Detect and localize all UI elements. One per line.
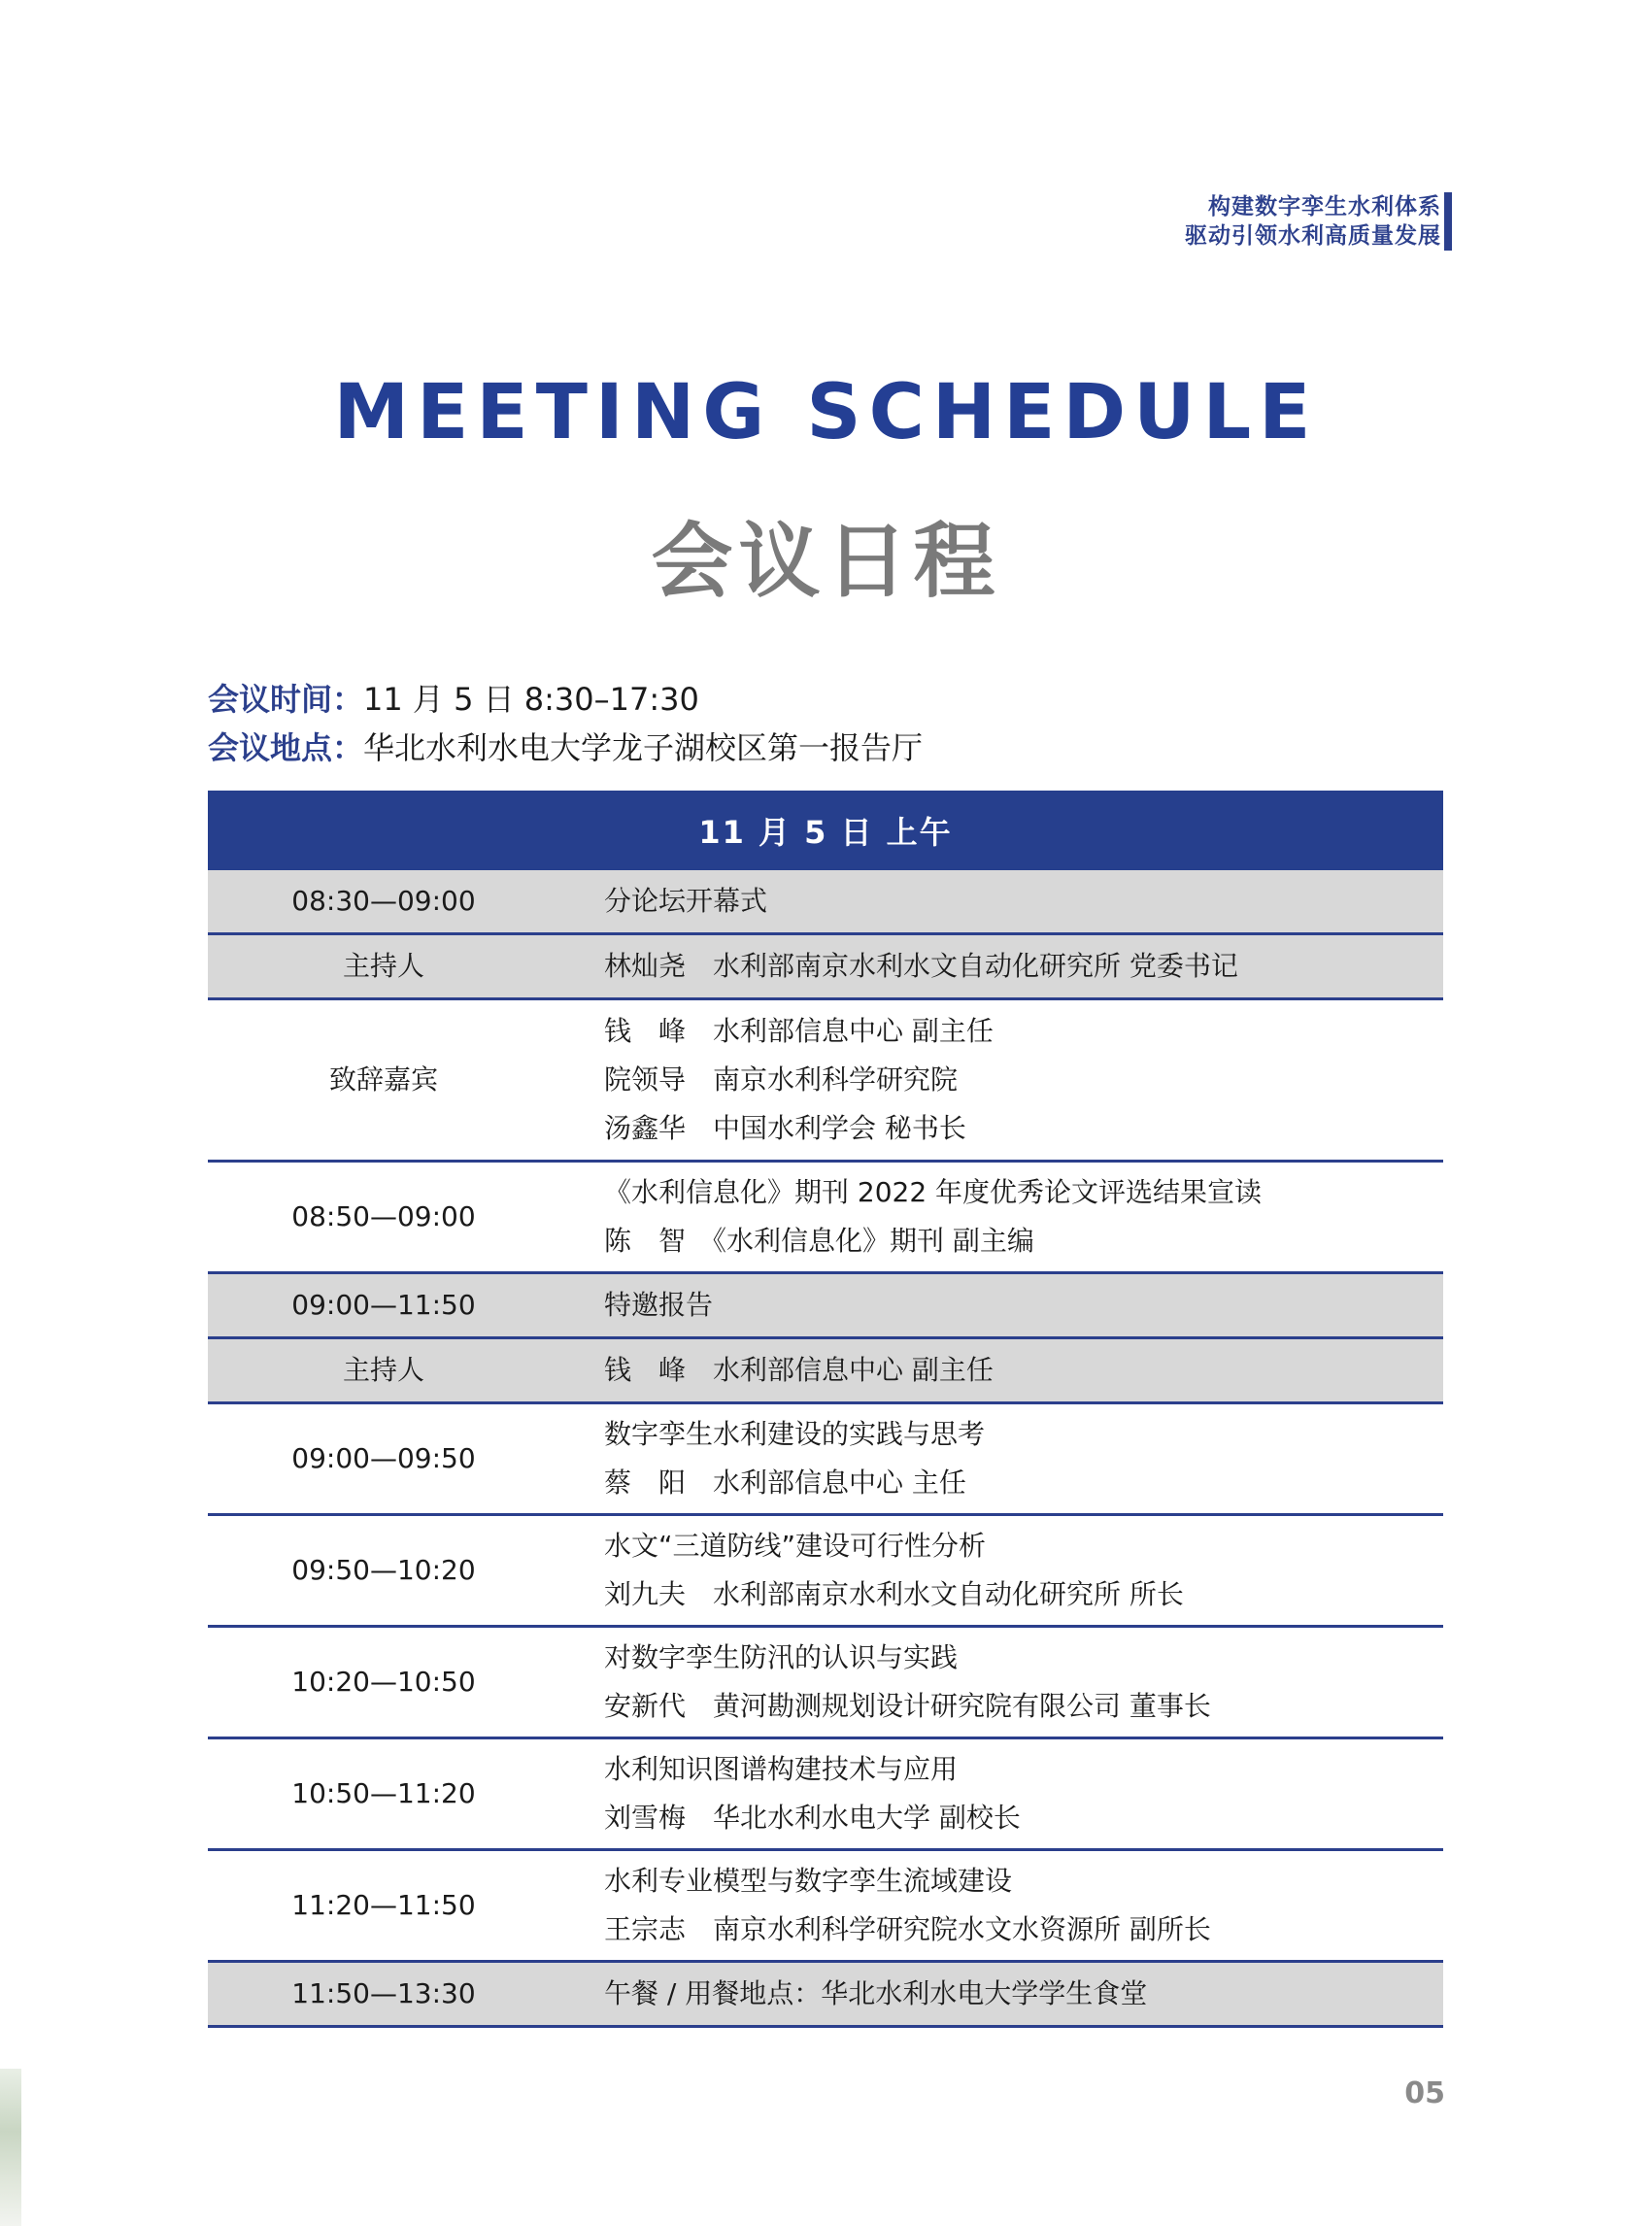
schedule-time: 致辞嘉宾	[208, 999, 559, 1162]
schedule-row	[208, 1273, 1443, 1338]
page-title-chinese: 会议日程	[651, 514, 1001, 609]
schedule-line: 院领导 南京水利科学研究院	[604, 1063, 959, 1096]
schedule-row	[208, 1962, 1443, 2027]
schedule-content	[559, 1962, 1443, 2027]
schedule-time: 主持人	[208, 1338, 559, 1403]
meeting-time	[208, 678, 699, 721]
schedule-line: 《水利信息化》期刊 2022 年度优秀论文评选结果宣读	[604, 1176, 1263, 1208]
schedule-line: 分论坛开幕式	[604, 885, 768, 917]
schedule-row	[208, 1162, 1443, 1273]
schedule-content	[559, 870, 1443, 934]
schedule-time: 10:50—11:20	[208, 1738, 559, 1850]
schedule-day-header: 11 月 5 日 上午	[208, 791, 1443, 870]
schedule-content	[559, 1338, 1443, 1403]
page-title-english: MEETING SCHEDULE	[333, 369, 1319, 456]
schedule-row	[208, 1850, 1443, 1962]
schedule-time: 11:50—13:30	[208, 1962, 559, 2027]
schedule-line: 刘雪梅 华北水利水电大学 副校长	[604, 1802, 1021, 1834]
schedule-row	[208, 870, 1443, 934]
schedule-line: 对数字孪生防汛的认识与实践	[604, 1641, 959, 1673]
schedule-time: 09:00—11:50	[208, 1273, 559, 1338]
schedule-line: 水利专业模型与数字孪生流域建设	[604, 1865, 1013, 1897]
header-tagline-line1: 构建数字孪生水利体系	[1208, 194, 1441, 219]
schedule-content	[559, 999, 1443, 1162]
schedule-line: 王宗志 南京水利科学研究院水文水资源所 副所长	[604, 1913, 1211, 1945]
schedule-line: 陈 智 《水利信息化》期刊 副主编	[604, 1225, 1034, 1257]
schedule-time: 09:00—09:50	[208, 1403, 559, 1515]
schedule-line: 水利知识图谱构建技术与应用	[604, 1753, 959, 1785]
schedule-table	[208, 791, 1443, 2028]
schedule-line: 安新代 黄河勘测规划设计研究院有限公司 董事长	[604, 1690, 1211, 1722]
schedule-content	[559, 1738, 1443, 1850]
schedule-time: 11:20—11:50	[208, 1850, 559, 1962]
schedule-row	[208, 1515, 1443, 1627]
meeting-time-label: 会议时间：	[208, 681, 364, 718]
schedule-row	[208, 1627, 1443, 1738]
meeting-venue-value: 华北水利水电大学龙子湖校区第一报告厅	[363, 729, 924, 766]
schedule-row	[208, 999, 1443, 1162]
schedule-line: 林灿尧 水利部南京水利水文自动化研究所 党委书记	[604, 950, 1238, 982]
schedule-line: 钱 峰 水利部信息中心 副主任	[604, 1015, 994, 1047]
schedule-content	[559, 1403, 1443, 1515]
schedule-time: 10:20—10:50	[208, 1627, 559, 1738]
schedule-time: 08:50—09:00	[208, 1162, 559, 1273]
schedule-line: 数字孪生水利建设的实践与思考	[604, 1418, 986, 1450]
meeting-time-value: 11 月 5 日 8:30–17:30	[363, 681, 699, 718]
schedule-row	[208, 1403, 1443, 1515]
schedule-line: 特邀报告	[604, 1289, 714, 1321]
schedule-time: 主持人	[208, 934, 559, 999]
schedule-row	[208, 1338, 1443, 1403]
schedule-line: 午餐 / 用餐地点：华北水利水电大学学生食堂	[604, 1977, 1148, 2009]
schedule-day-header-row	[208, 791, 1443, 870]
page-number: 05	[1404, 2076, 1445, 2110]
schedule-content	[559, 934, 1443, 999]
header-tagline	[1185, 192, 1441, 251]
header-tagline-line2: 驱动引领水利高质量发展	[1185, 223, 1441, 249]
schedule-content	[559, 1515, 1443, 1627]
meeting-venue	[208, 726, 923, 769]
schedule-line: 水文“三道防线”建设可行性分析	[604, 1530, 987, 1562]
schedule-content	[559, 1627, 1443, 1738]
schedule-content	[559, 1850, 1443, 1962]
schedule-line: 蔡 阳 水利部信息中心 主任	[604, 1467, 966, 1499]
schedule-content	[559, 1273, 1443, 1338]
decorative-leaf-image	[0, 2069, 21, 2226]
schedule-time: 08:30—09:00	[208, 870, 559, 934]
schedule-row	[208, 934, 1443, 999]
header-accent-bar	[1444, 192, 1452, 251]
schedule-content	[559, 1162, 1443, 1273]
schedule-time: 09:50—10:20	[208, 1515, 559, 1627]
schedule-line: 汤鑫华 中国水利学会 秘书长	[604, 1112, 966, 1144]
meeting-venue-label: 会议地点：	[208, 729, 364, 766]
schedule-line: 刘九夫 水利部南京水利水文自动化研究所 所长	[604, 1578, 1184, 1610]
schedule-line: 钱 峰 水利部信息中心 副主任	[604, 1354, 994, 1386]
schedule-row	[208, 1738, 1443, 1850]
